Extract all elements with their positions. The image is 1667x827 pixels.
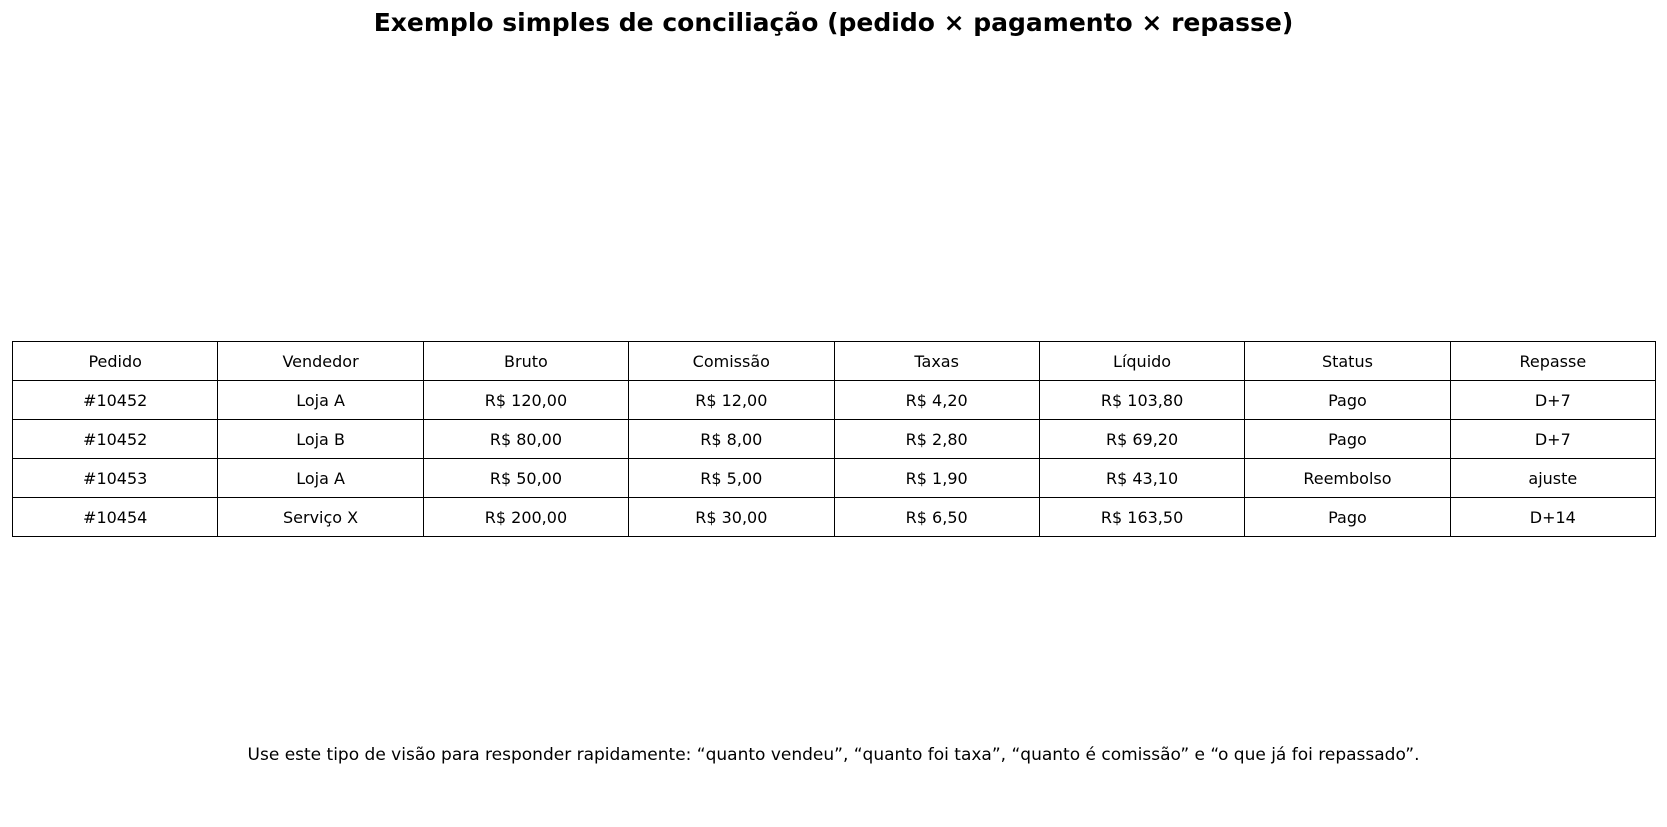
column-header-bruto: Bruto (423, 342, 628, 381)
cell-repasse: D+7 (1450, 381, 1655, 420)
cell-liquido: R$ 163,50 (1039, 498, 1244, 537)
table-row (13, 420, 1656, 459)
cell-liquido: R$ 69,20 (1039, 420, 1244, 459)
page-title: Exemplo simples de conciliação (pedido × pagamento × repasse) (373, 8, 1294, 37)
table-header (13, 342, 1656, 381)
reconciliation-table (12, 341, 1656, 537)
column-header-vendedor: Vendedor (218, 342, 423, 381)
cell-liquido: R$ 43,10 (1039, 459, 1244, 498)
column-header-liquido: Líquido (1039, 342, 1244, 381)
column-header-status: Status (1245, 342, 1450, 381)
cell-bruto: R$ 50,00 (423, 459, 628, 498)
cell-repasse: D+14 (1450, 498, 1655, 537)
cell-vendedor: Loja A (218, 381, 423, 420)
table-row (13, 459, 1656, 498)
cell-repasse: D+7 (1450, 420, 1655, 459)
cell-status: Reembolso (1245, 459, 1450, 498)
cell-repasse: ajuste (1450, 459, 1655, 498)
cell-liquido: R$ 103,80 (1039, 381, 1244, 420)
cell-comissao: R$ 30,00 (629, 498, 834, 537)
cell-bruto: R$ 120,00 (423, 381, 628, 420)
cell-taxas: R$ 6,50 (834, 498, 1039, 537)
column-header-comissao: Comissão (629, 342, 834, 381)
cell-bruto: R$ 80,00 (423, 420, 628, 459)
header-row (13, 342, 1656, 381)
cell-comissao: R$ 5,00 (629, 459, 834, 498)
cell-vendedor: Serviço X (218, 498, 423, 537)
column-header-repasse: Repasse (1450, 342, 1655, 381)
cell-taxas: R$ 1,90 (834, 459, 1039, 498)
cell-status: Pago (1245, 420, 1450, 459)
table-row (13, 381, 1656, 420)
cell-comissao: R$ 12,00 (629, 381, 834, 420)
cell-taxas: R$ 2,80 (834, 420, 1039, 459)
cell-taxas: R$ 4,20 (834, 381, 1039, 420)
cell-vendedor: Loja A (218, 459, 423, 498)
cell-bruto: R$ 200,00 (423, 498, 628, 537)
column-header-pedido: Pedido (13, 342, 218, 381)
cell-pedido: #10452 (13, 381, 218, 420)
column-header-taxas: Taxas (834, 342, 1039, 381)
table-body (13, 381, 1656, 537)
cell-comissao: R$ 8,00 (629, 420, 834, 459)
table-row (13, 498, 1656, 537)
cell-status: Pago (1245, 498, 1450, 537)
cell-status: Pago (1245, 381, 1450, 420)
cell-pedido: #10452 (13, 420, 218, 459)
cell-pedido: #10454 (13, 498, 218, 537)
cell-pedido: #10453 (13, 459, 218, 498)
cell-vendedor: Loja B (218, 420, 423, 459)
footnote: Use este tipo de visão para responder rapidamente: “quanto vendeu”, “quanto foi taxa”, “quanto é comissão” e “o que já foi repassado”. (247, 745, 1420, 765)
